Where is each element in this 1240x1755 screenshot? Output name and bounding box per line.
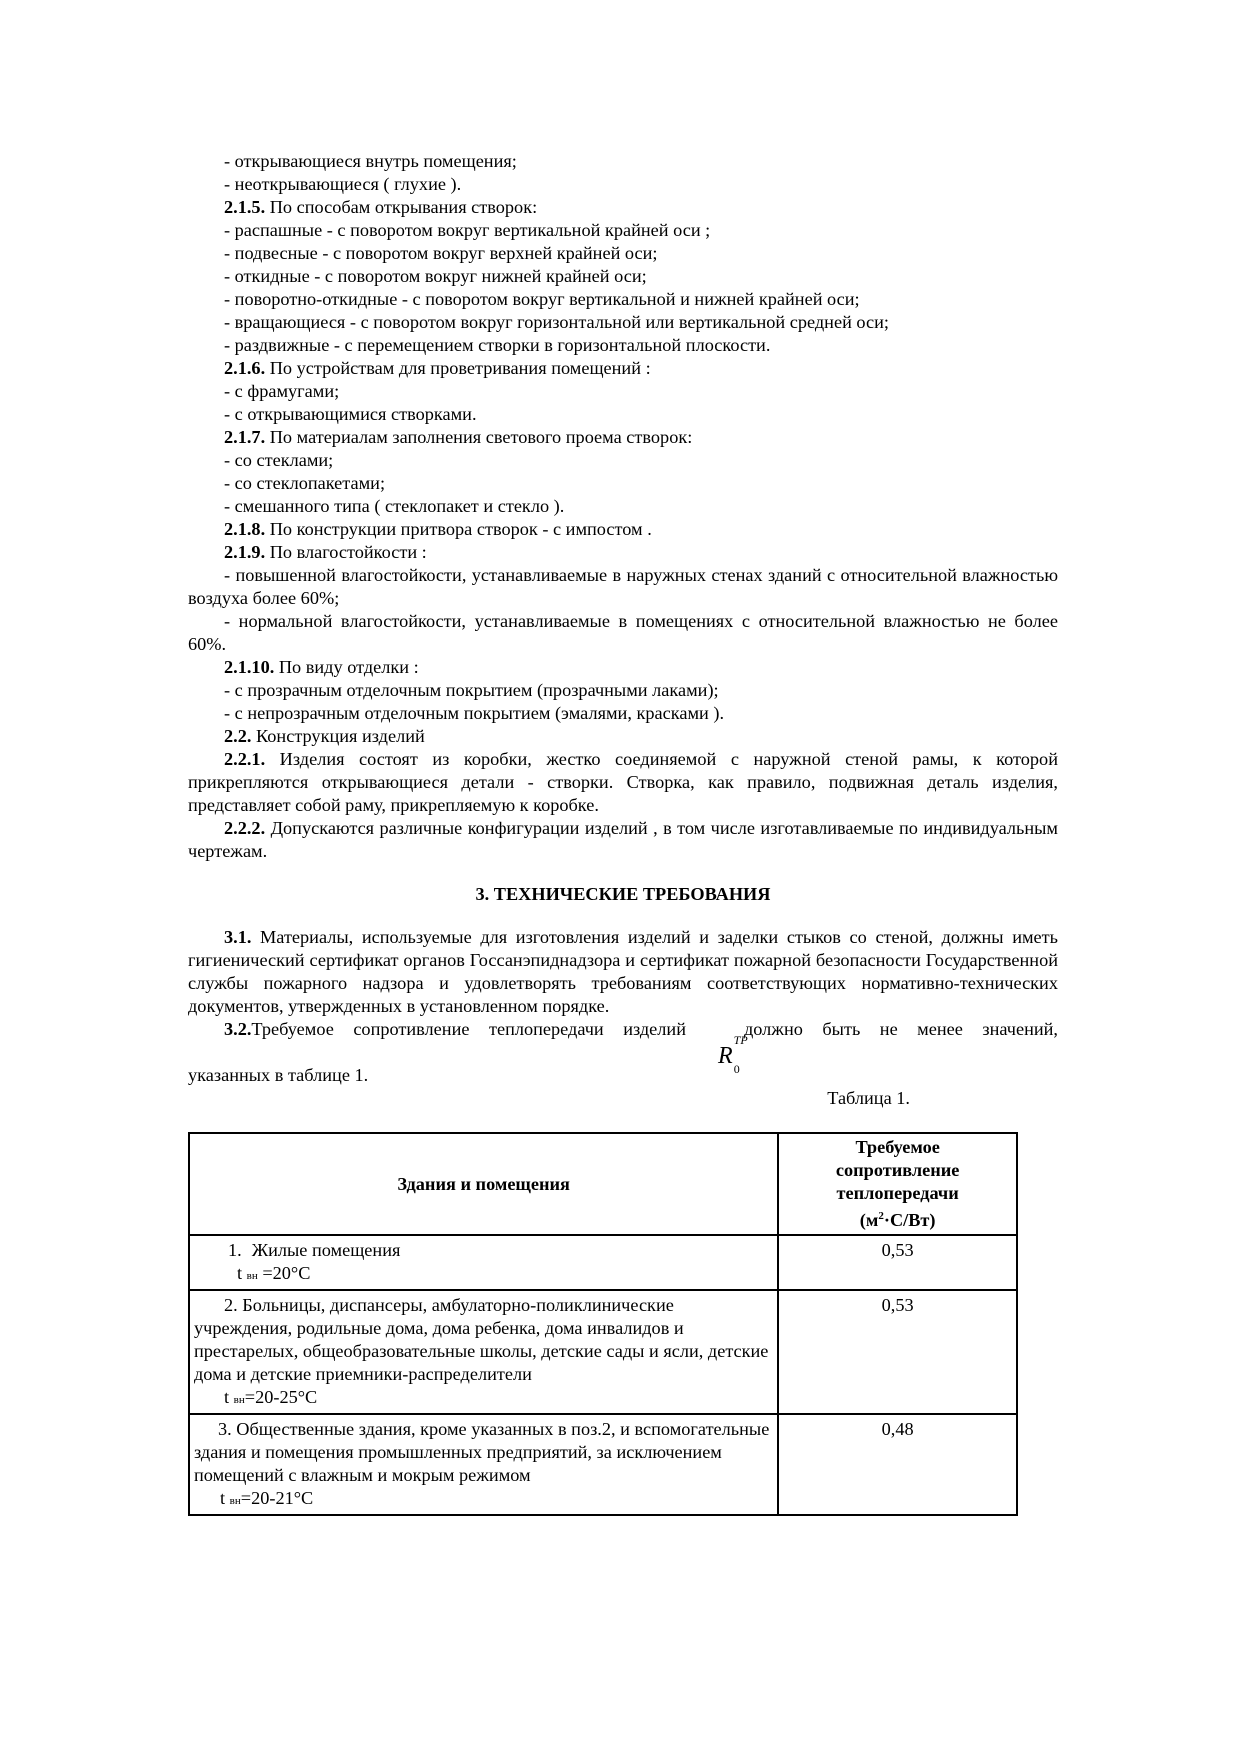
header-cell-resistance: Требуемое сопротивление теплопередачи $(м^2\cdot С/Вт)$ (778, 1133, 1017, 1235)
list-item: - неоткрывающиеся ( глухие ). (224, 174, 462, 194)
section-text: Допускаются различные конфигурации изделий , в том числе изготавливаемые по индивидуальным чертежам. (188, 818, 1058, 861)
table-row (189, 1414, 1017, 1515)
section-number: 2.2. (224, 726, 252, 746)
section-text: По способам открывания створок: (265, 197, 538, 217)
list-item: - открывающиеся внутрь помещения; (224, 151, 517, 171)
table-cell: 3. Общественные здания, кроме указанных в поз.2, и вспомогательные здания и помещения промышленных предприятий, за исключением помещений с влажным и мокрым режимом t вн=20-21°С (189, 1414, 778, 1515)
section-2-1-6 (188, 357, 1058, 380)
section-number: 3.2. (224, 1019, 252, 1039)
table-cell: 2. Больницы, диспансеры, амбулаторно-поликлинические учреждения, родильные дома, дома ребенка, дома инвалидов и престарелых, общеобразовательные школы, детские сады и ясли, детские дома и детские приемники-распределители t вн=20-25°С (189, 1290, 778, 1414)
section-number: 2.1.7. (224, 427, 266, 447)
section-text-end: указанных в таблице 1. (188, 1065, 369, 1085)
document-page (188, 150, 1058, 1516)
section-2-1-5 (188, 196, 1058, 219)
formula-r0-tr: $R^{ТР}_0$ (718, 1033, 748, 1076)
list-item: - смешанного типа ( стеклопакет и стекло ). (224, 496, 565, 516)
section-number: 2.2.2. (224, 818, 266, 838)
list-item: - вращающиеся - с поворотом вокруг горизонтальной или вертикальной средней оси; (224, 312, 889, 332)
section-number: 2.1.10. (224, 657, 275, 677)
section-2-1-8 (188, 518, 1058, 541)
section-text: По материалам заполнения светового проема створок: (265, 427, 693, 447)
section-text: По конструкции притвора створок - с импостом . (265, 519, 652, 539)
table-cell-value: 0,53 (778, 1235, 1017, 1290)
list-item: - раздвижные - с перемещением створки в горизонтальной плоскости. (224, 335, 771, 355)
table-row (189, 1290, 1017, 1414)
table-cell-value: 0,53 (778, 1290, 1017, 1414)
section-2-1-10 (188, 656, 1058, 679)
paragraph: - повышенной влагостойкости, устанавливаемые в наружных стенах зданий с относительной влажностью воздуха более 60%; (188, 565, 1058, 608)
section-number: 2.1.6. (224, 358, 266, 378)
header-cell-buildings: Здания и помещения (189, 1133, 778, 1235)
section-2-1-9 (188, 541, 1058, 564)
section-text: Требуемое сопротивление теплопередачи изделий (251, 1019, 686, 1039)
requirements-table (188, 1132, 1018, 1516)
section-number: 3.1. (224, 927, 252, 947)
table-cell-value: 0,48 (778, 1414, 1017, 1515)
list-item: - поворотно-откидные - с поворотом вокруг вертикальной и нижней крайней оси; (224, 289, 860, 309)
list-item: - распашные - с поворотом вокруг вертикальной крайней оси ; (224, 220, 711, 240)
section-text: По виду отделки : (274, 657, 419, 677)
list-item: - подвесные - с поворотом вокруг верхней крайней оси; (224, 243, 658, 263)
table-header-row (189, 1133, 1017, 1235)
section-text: По устройствам для проветривания помещений : (265, 358, 651, 378)
section-2-2-2 (188, 817, 1058, 863)
list-item: - со стеклами; (224, 450, 334, 470)
list-item: - с фрамугами; (224, 381, 340, 401)
section-text: Изделия состоят из коробки, жестко соединяемой с наружной стеной рамы, к которой прикрепляются открывающиеся детали - створки. Створка, как правило, подвижная деталь изделия, представляет собой раму, прикрепляемую к коробке. (188, 749, 1058, 815)
list-item: - с непрозрачным отделочным покрытием (эмалями, красками ). (224, 703, 725, 723)
table-caption: Таблица 1. (827, 1088, 910, 1108)
list-item: - откидные - с поворотом вокруг нижней крайней оси; (224, 266, 647, 286)
section-text: Конструкция изделий (251, 726, 425, 746)
section-number: 2.1.5. (224, 197, 266, 217)
section-number: 2.1.8. (224, 519, 266, 539)
section-2-2 (188, 725, 1058, 748)
section-text: По влагостойкости : (265, 542, 427, 562)
table-cell: 1. Жилые помещения t вн =20°С (189, 1235, 778, 1290)
section-heading: 3. ТЕХНИЧЕСКИЕ ТРЕБОВАНИЯ (475, 884, 771, 904)
table-row (189, 1235, 1017, 1290)
section-text: Материалы, используемые для изготовления изделий и заделки стыков со стеной, должны иметь гигиенический сертификат органов Госсанэпиднадзора и сертификат пожарной безопасности Государственной службы пожарного надзора и удовлетворять требованиям соответствующих нормативно-технических документов, утвержденных в установленном порядке. (188, 927, 1058, 1016)
section-number: 2.1.9. (224, 542, 266, 562)
paragraph: - нормальной влагостойкости, устанавливаемые в помещениях с относительной влажностью не более 60%. (188, 611, 1058, 654)
section-3-1 (188, 926, 1058, 1018)
section-number: 2.2.1. (224, 749, 266, 769)
section-2-1-7 (188, 426, 1058, 449)
section-2-2-1 (188, 748, 1058, 817)
list-item: - с прозрачным отделочным покрытием (прозрачными лаками); (224, 680, 719, 700)
list-item: - со стеклопакетами; (224, 473, 386, 493)
list-item: - с открывающимися створками. (224, 404, 477, 424)
section-text-cont: должно быть не менее значений, (743, 1019, 1058, 1039)
